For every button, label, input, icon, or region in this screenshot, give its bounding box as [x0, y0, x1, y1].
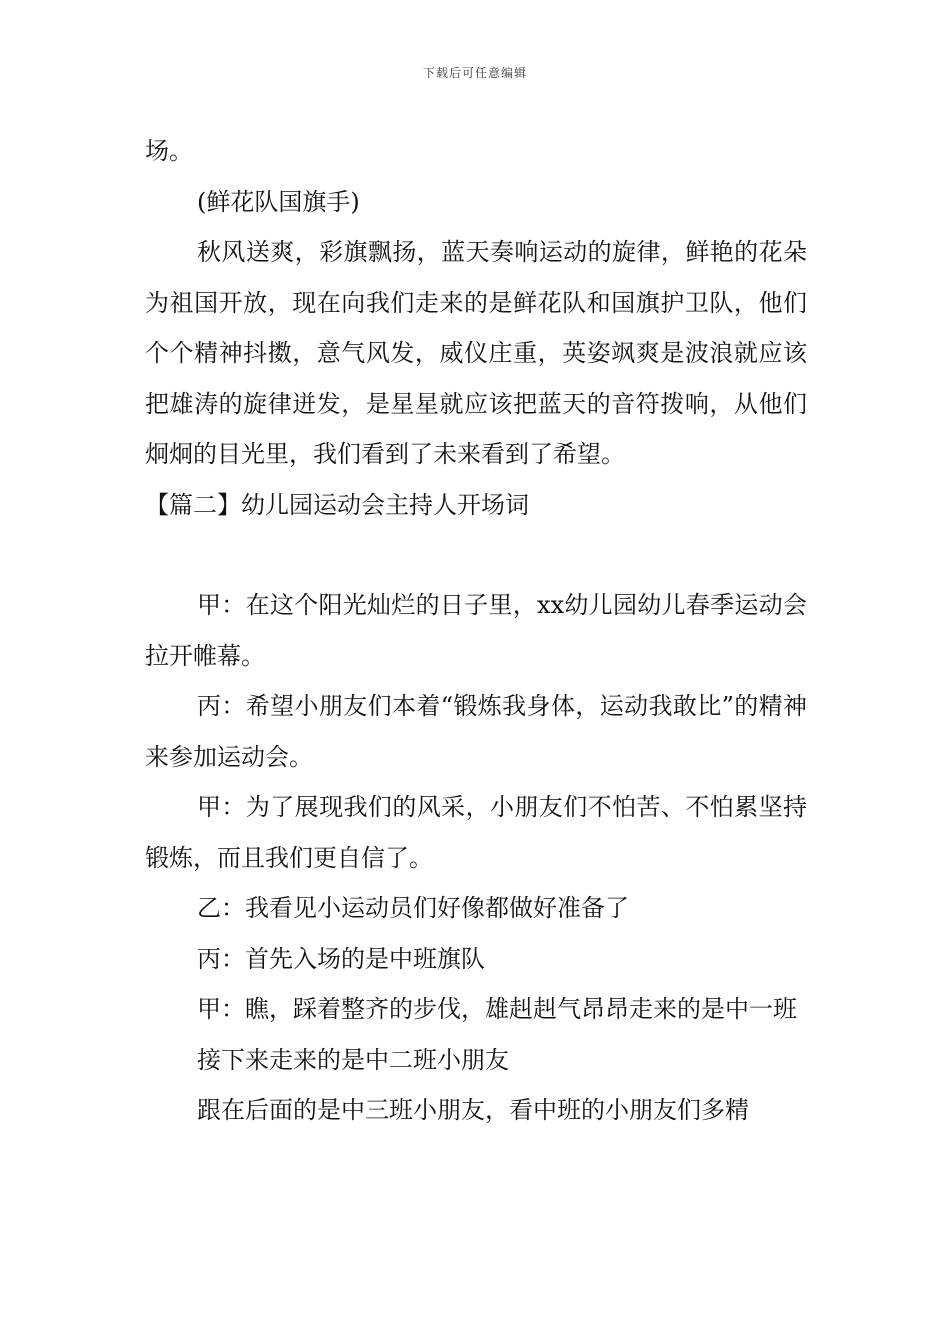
paragraph-dialogue: 跟在后面的是中三班小朋友，看中班的小朋友们多精 — [197, 1096, 749, 1124]
paragraph-dialogue: 乙：我看见小运动员们好像都做好准备了 — [197, 894, 629, 922]
paragraph-dialogue: 接下来走来的是中二班小朋友 — [197, 1045, 509, 1074]
blank-line — [145, 530, 807, 580]
page-header: 下载后可任意编辑 — [422, 66, 527, 80]
paragraph-dialogue: 甲：为了展现我们的风采，小朋友们不怕苦、不怕累坚持锻炼，而且我们更自信了。 — [145, 793, 807, 872]
paragraph-continuation: 场。 — [145, 137, 193, 165]
paragraph-dialogue: 甲：瞧，踩着整齐的步伐，雄赳赳气昂昂走来的是中一班 — [197, 995, 797, 1023]
paragraph-section-label: (鲜花队国旗手) — [197, 187, 360, 216]
section-heading: 【篇二】幼儿园运动会主持人开场词 — [145, 490, 529, 519]
paragraph-flower-team: 秋风送爽，彩旗飘扬，蓝天奏响运动的旋律，鲜艳的花朵为祖国开放，现在向我们走来的是鲜花队和国旗护卫队，他们个个精神抖擞，意气风发，威仪庄重，英姿飒爽是波浪就应该把雄涛的旋律迸发，是星星就应该把蓝天的音符拨响，从他们炯炯的目光里，我们看到了未来看到了希望。 — [145, 238, 807, 468]
paragraph-dialogue: 丙：希望小朋友们本着“锻炼我身体，运动我敢比”的精神来参加运动会。 — [145, 692, 807, 771]
document-body — [145, 126, 807, 1136]
paragraph-dialogue: 丙：首先入场的是中班旗队 — [197, 944, 485, 973]
paragraph-dialogue: 甲：在这个阳光灿烂的日子里，xx幼儿园幼儿春季运动会拉开帷幕。 — [145, 591, 807, 670]
